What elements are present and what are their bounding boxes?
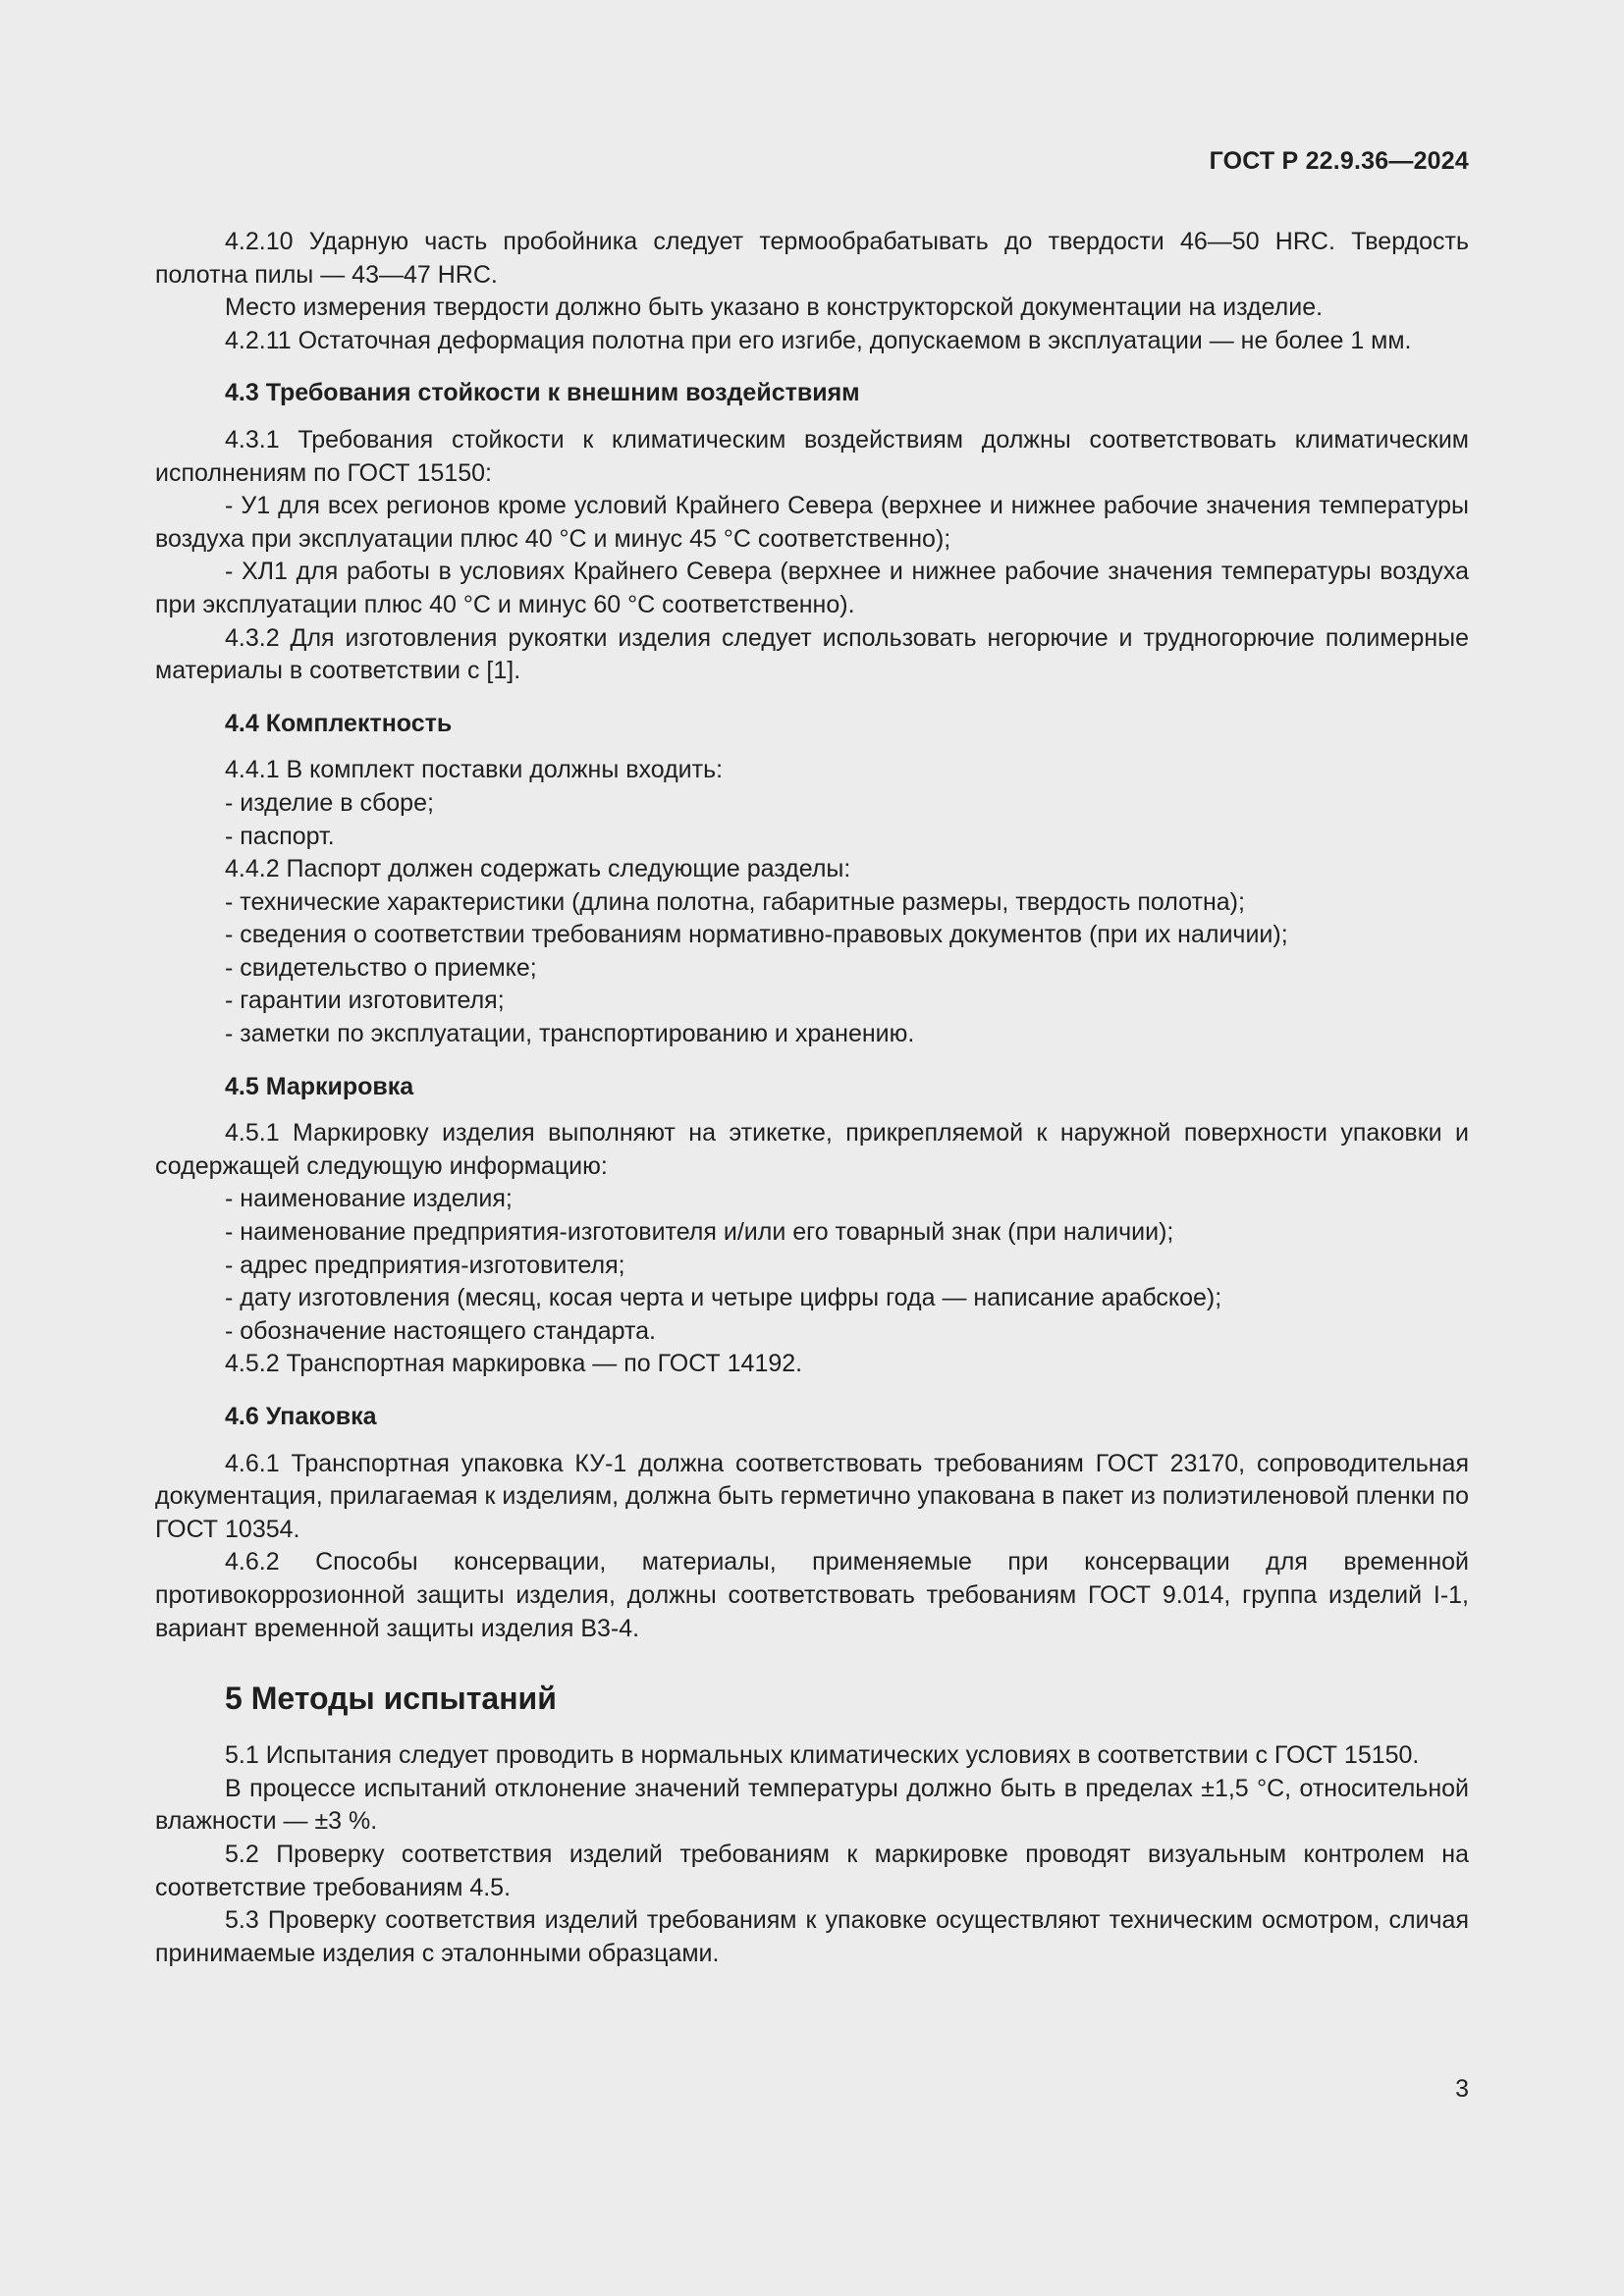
section-heading: 5 Методы испытаний — [225, 1681, 557, 1717]
paragraph: 5.3 Проверку соответствия изделий требованиям к упаковке осуществляют техническим осмотром, сличая принимаемые изделия с эталонными образцами. — [155, 1906, 1469, 1967]
list-line: - обозначение настоящего стандарта. — [225, 1316, 656, 1345]
subsection-heading: 4.5 Маркировка — [225, 1072, 414, 1100]
paragraph: 4.2.11 Остаточная деформация полотна при его изгибе, допускаемом в эксплуатации — не более 1 мм. — [225, 326, 1412, 354]
list-line: - паспорт. — [225, 822, 335, 850]
list-line: - заметки по эксплуатации, транспортированию и хранению. — [225, 1020, 915, 1048]
list-line: 4.4.1 В комплект поставки должны входить: — [225, 756, 724, 784]
document-header: ГОСТ Р 22.9.36—2024 — [1209, 147, 1469, 175]
list-line: - сведения о соответствии требованиям нормативно-правовых документов (при их наличии); — [225, 921, 1288, 949]
paragraph: В процессе испытаний отклонение значений температуры должно быть в пределах ±1,5 °С, относительной влажности — ±3 %. — [155, 1774, 1469, 1836]
list-line: - гарантии изготовителя; — [225, 987, 505, 1015]
paragraph: 4.2.10 Ударную часть пробойника следует термообрабатывать до твердости 46—50 HRC. Твердость полотна пилы — 43—47 HRC. — [155, 228, 1469, 289]
paragraph: Место измерения твердости должно быть указано в конструкторской документации на изделие. — [225, 294, 1324, 322]
list-line: - адрес предприятия-изготовителя; — [225, 1251, 625, 1279]
list-line: - технические характеристики (длина полотна, габаритные размеры, твердость полотна); — [225, 887, 1245, 916]
paragraph: 4.3.1 Требования стойкости к климатическим воздействиям должны соответствовать климатическим исполнениям по ГОСТ 15150: — [155, 425, 1469, 487]
list-line: - дату изготовления (месяц, косая черта и четыре цифры года — написание арабское); — [225, 1284, 1222, 1312]
subsection-heading: 4.4 Комплектность — [225, 709, 453, 737]
paragraph: 4.5.1 Маркировку изделия выполняют на этикетке, прикрепляемой к наружной поверхности упаковки и содержащей следующую информацию: — [155, 1119, 1469, 1180]
list-line: - изделие в сборе; — [225, 788, 434, 817]
paragraph: 5.2 Проверку соответствия изделий требованиям к маркировке проводят визуальным контролем на соответствие требованиям 4.5. — [155, 1840, 1469, 1901]
list-line: - наименование предприятия-изготовителя и/или его товарный знак (при наличии); — [225, 1218, 1174, 1247]
paragraph: 5.1 Испытания следует проводить в нормальных климатических условиях в соответствии с ГОСТ 15150. — [225, 1741, 1420, 1770]
document-body — [155, 226, 1469, 1970]
list-line: - свидетельство о приемке; — [225, 953, 537, 982]
list-line: - наименование изделия; — [225, 1185, 513, 1213]
page-number: 3 — [1455, 2075, 1469, 2103]
paragraph: 4.6.2 Способы консервации, материалы, применяемые при консервации для временной противокоррозионной защиты изделия, должны соответствовать требованиям ГОСТ 9.014, группа изделий I-1, вариант временной защиты изделия В3-4. — [155, 1548, 1469, 1642]
list-line: 4.5.2 Транспортная маркировка — по ГОСТ 14192. — [225, 1350, 803, 1378]
paragraph: - ХЛ1 для работы в условиях Крайнего Севера (верхнее и нижнее рабочие значения температуры воздуха при эксплуатации плюс 40 °С и минус 60 °С соответственно). — [155, 558, 1469, 618]
subsection-heading: 4.3 Требования стойкости к внешним воздействиям — [225, 379, 860, 407]
paragraph: 4.3.2 Для изготовления рукоятки изделия следует использовать негорючие и трудногорючие полимерные материалы в соответствии с [1]. — [155, 623, 1469, 685]
paragraph: 4.6.1 Транспортная упаковка КУ-1 должна соответствовать требованиям ГОСТ 23170, сопроводительная документация, прилагаемая к изделиям, должна быть герметично упакована в пакет из полиэтиленовой пленки по ГОСТ 10354. — [155, 1449, 1469, 1543]
list-line: 4.4.2 Паспорт должен содержать следующие разделы: — [225, 855, 851, 883]
subsection-heading: 4.6 Упаковка — [225, 1403, 377, 1430]
paragraph: - У1 для всех регионов кроме условий Крайнего Севера (верхнее и нижнее рабочие значения температуры воздуха при эксплуатации плюс 40 °С и минус 45 °С соответственно); — [155, 492, 1469, 553]
